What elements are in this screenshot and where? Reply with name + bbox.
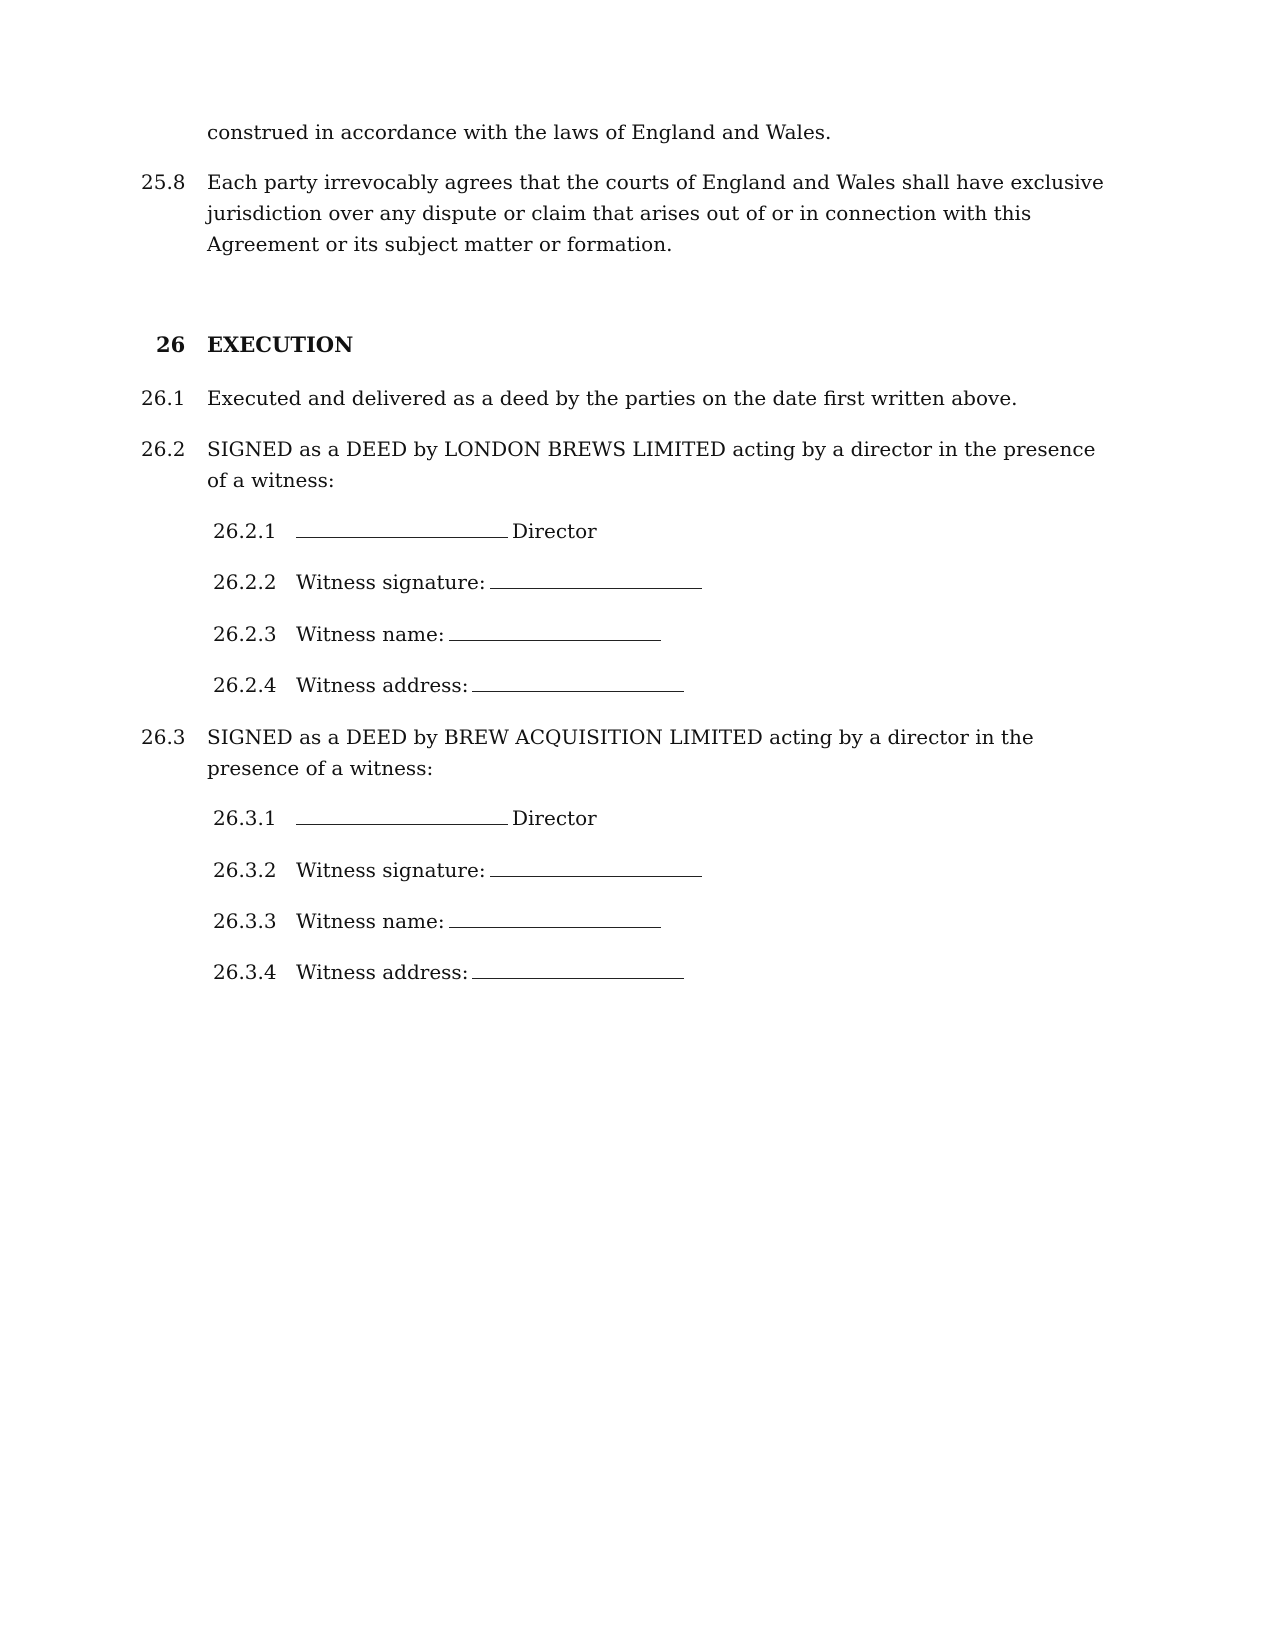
witness-signature-label: Witness signature: (296, 570, 486, 594)
name-blank[interactable] (449, 620, 661, 641)
address-blank[interactable] (472, 671, 684, 692)
subclause-number: 26.3.3 (213, 909, 277, 933)
subclause-number: 26.2.3 (213, 622, 277, 646)
director-label: Director (512, 519, 597, 543)
director-label: Director (512, 806, 597, 830)
clause-text: SIGNED as a DEED by LONDON BREWS LIMITED acting by a director in the presence of a witness: (207, 437, 1096, 492)
subclause-number: 26.3.4 (213, 960, 277, 984)
clause-number: 25.8 (141, 170, 186, 194)
clause-number: 26.2 (141, 437, 186, 461)
clause-number: 26.1 (141, 386, 186, 410)
witness-address-label: Witness address: (296, 960, 469, 984)
signature-blank[interactable] (296, 804, 508, 825)
witness-address-label: Witness address: (296, 673, 469, 697)
signature-blank[interactable] (490, 856, 702, 877)
subclause-number: 26.2.4 (213, 673, 277, 697)
subclause-number: 26.2.1 (213, 519, 277, 543)
witness-name-line (296, 619, 665, 649)
subclause-number: 26.3.1 (213, 806, 277, 830)
witness-name-label: Witness name: (296, 622, 445, 646)
witness-signature-label: Witness signature: (296, 858, 486, 882)
clause-text: Executed and delivered as a deed by the parties on the date first written above. (207, 386, 1018, 410)
clause-25-7-continuation: construed in accordance with the laws of England and Wales. (207, 120, 832, 144)
witness-address-line (296, 670, 688, 700)
director-signature-line (296, 516, 597, 546)
witness-name-label: Witness name: (296, 909, 445, 933)
clause-text: SIGNED as a DEED by BREW ACQUISITION LIMITED acting by a director in the presence of a witness: (207, 725, 1034, 780)
name-blank[interactable] (449, 907, 661, 928)
clause-number: 26.3 (141, 725, 186, 749)
witness-address-line (296, 957, 688, 987)
signature-blank[interactable] (490, 568, 702, 589)
address-blank[interactable] (472, 958, 684, 979)
witness-signature-line (296, 567, 706, 597)
witness-signature-line (296, 855, 706, 885)
subclause-number: 26.3.2 (213, 858, 277, 882)
signature-blank[interactable] (296, 517, 508, 538)
witness-name-line (296, 906, 665, 936)
clause-text: Each party irrevocably agrees that the courts of England and Wales shall have exclusive jurisdiction over any dispute or claim that arises out of or in connection with this Agreement or its subject matter or formation. (207, 170, 1104, 256)
section-heading: EXECUTION (207, 332, 354, 357)
section-number: 26 (156, 332, 186, 357)
subclause-number: 26.2.2 (213, 570, 277, 594)
director-signature-line (296, 803, 597, 833)
